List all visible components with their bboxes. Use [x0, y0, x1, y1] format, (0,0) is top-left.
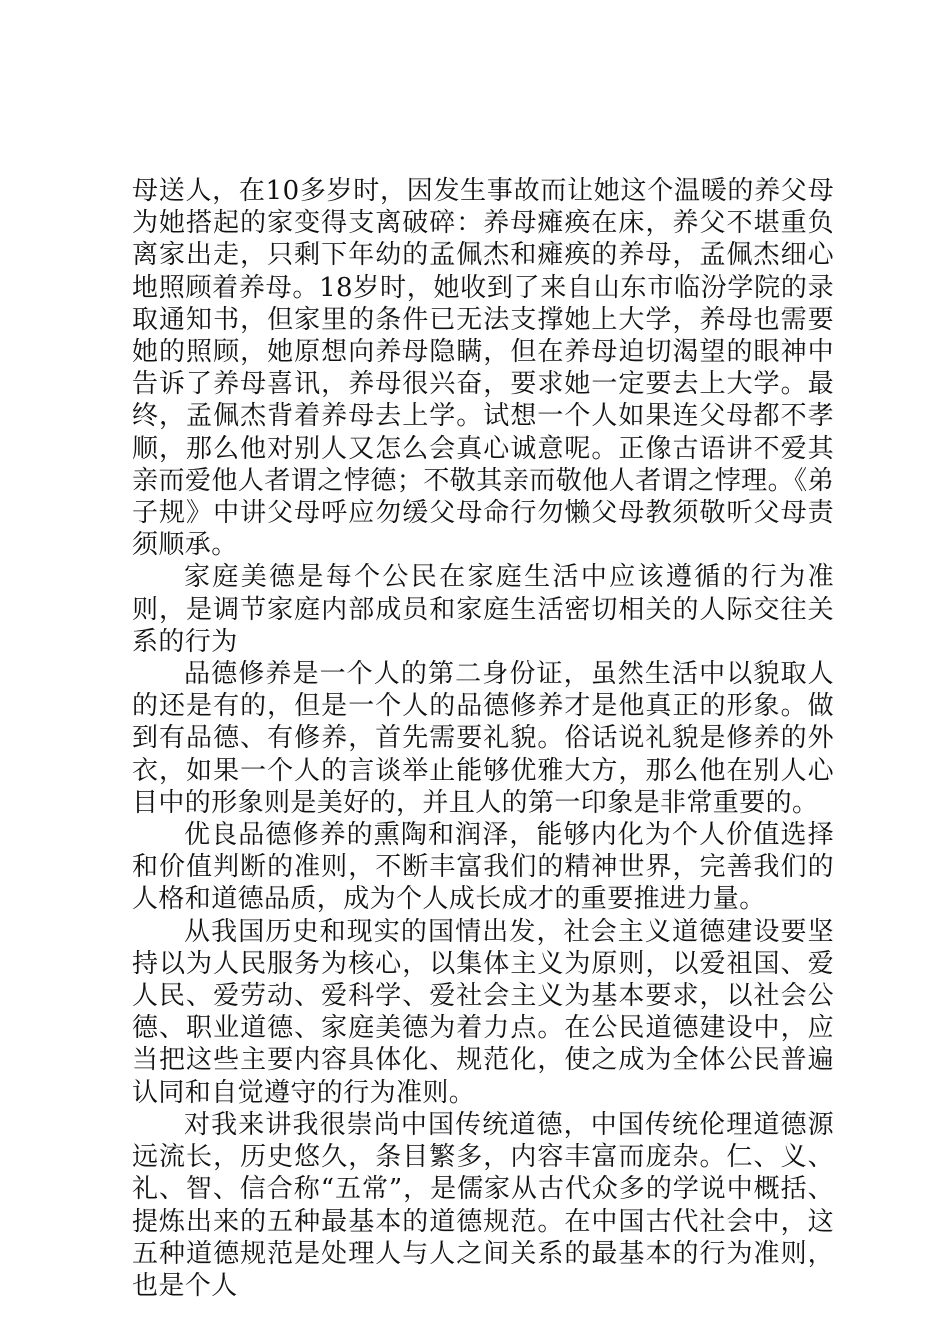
paragraph-5: 从我国历史和现实的国情出发，社会主义道德建设要坚持以为人民服务为核心，以集体主义为原则，以爱祖国、爱人民、爱劳动、爱科学、爱社会主义为基本要求，以社会公德、职业道德、家庭美德为着力点。在公民道德建设中，应当把这些主要内容具体化、规范化，使之成为全体公民普遍认同和自觉遵守的行为准则。	[132, 916, 834, 1108]
paragraph-4: 优良品德修养的熏陶和润泽，能够内化为个人价值选择和价值判断的准则，不断丰富我们的精神世界，完善我们的人格和道德品质，成为个人成长成才的重要推进力量。	[132, 820, 834, 915]
paragraph-6: 对我来讲我很崇尚中国传统道德，中国传统伦理道德源远流长，历史悠久，条目繁多，内容丰富而庞杂。仁、义、礼、智、信合称“五常”，是儒家从古代众多的学说中概括、提炼出来的五种最基本的道德规范。在中国古代社会中，这五种道德规范是处理人与人之间关系的最基本的行为准则，也是个人	[132, 1109, 834, 1301]
paragraph-2: 家庭美德是每个公民在家庭生活中应该遵循的行为准则，是调节家庭内部成员和家庭生活密切相关的人际交往关系的行为	[132, 562, 834, 657]
paragraph-3: 品德修养是一个人的第二身份证，虽然生活中以貌取人的还是有的，但是一个人的品德修养才是他真正的形象。做到有品德、有修养，首先需要礼貌。俗话说礼貌是修养的外衣，如果一个人的言谈举止能够优雅大方，那么他在别人心目中的形象则是美好的，并且人的第一印象是非常重要的。	[132, 659, 834, 818]
document-body	[132, 175, 834, 1302]
paragraph-1: 母送人，在10多岁时，因发生事故而让她这个温暖的养父母为她搭起的家变得支离破碎：养母瘫痪在床，养父不堪重负离家出走，只剩下年幼的孟佩杰和瘫痪的养母，孟佩杰细心地照顾着养母。18岁时，她收到了来自山东市临汾学院的录取通知书，但家里的条件已无法支撑她上大学，养母也需要她的照顾，她原想向养母隐瞒，但在养母迫切渴望的眼神中告诉了养母喜讯，养母很兴奋，要求她一定要去上大学。最终，孟佩杰背着养母去上学。试想一个人如果连父母都不孝顺，那么他对别人又怎么会真心诚意呢。正像古语讲不爱其亲而爱他人者谓之悖德；不敬其亲而敬他人者谓之悖理。《弟子规》中讲父母呼应勿缓父母命行勿懒父母教须敬听父母责须顺承。	[132, 176, 834, 561]
